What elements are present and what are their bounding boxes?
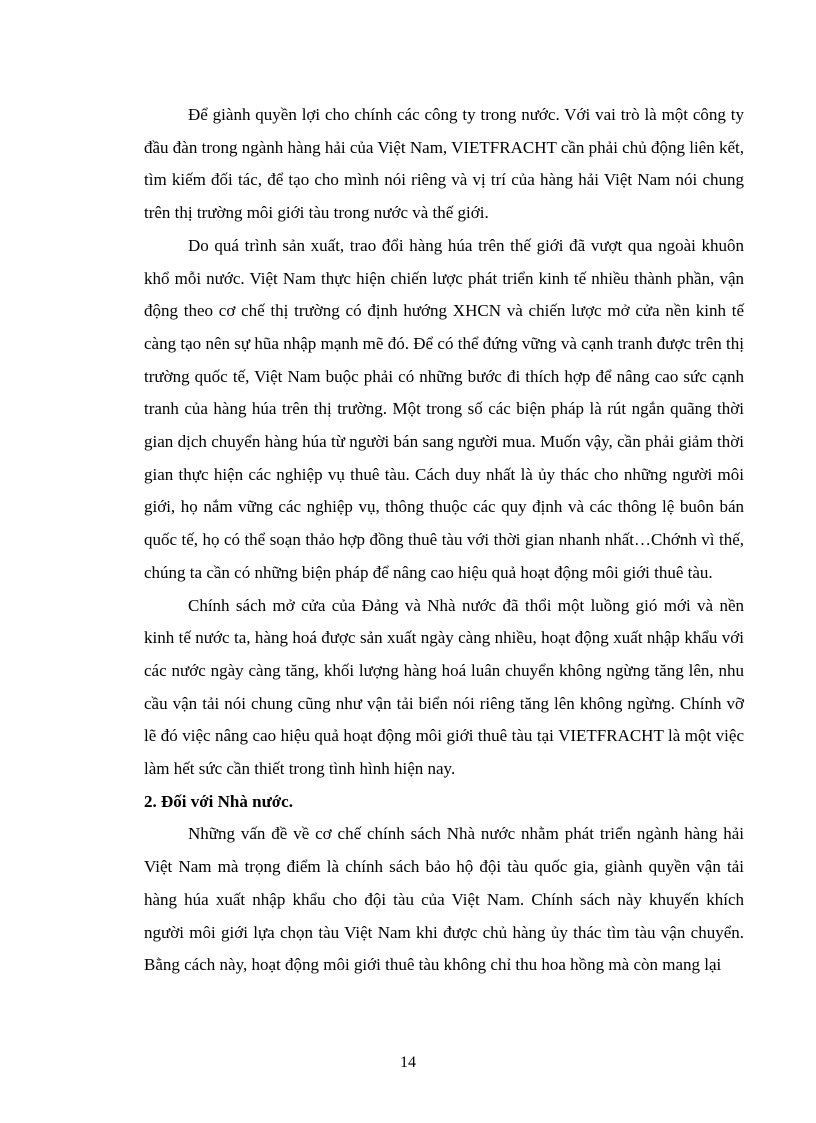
document-body [144, 99, 744, 982]
paragraph-2: Do quá trình sản xuất, trao đổi hàng húa trên thế giới đã vượt qua ngoài khuôn khổ mỗi nước. Việt Nam thực hiện chiến lược phát triển kinh tế nhiều thành phần, vận động theo cơ chế thị trường có định hướng XHCN và chiến lược mở cửa nền kinh tế càng tạo nên sự hũa nhập mạnh mẽ đó. Để có thể đứng vững và cạnh tranh được trên thị trường quốc tế, Việt Nam buộc phải có những bước đi thích hợp để nâng cao sức cạnh tranh của hàng húa trên thị trường. Một trong số các biện pháp là rút ngắn quãng thời gian dịch chuyển hàng húa từ người bán sang người mua. Muốn vậy, cần phải giảm thời gian thực hiện các nghiệp vụ thuê tàu. Cách duy nhất là ủy thác cho những người môi giới, họ nắm vững các nghiệp vụ, thông thuộc các quy định và các thông lệ buôn bán quốc tế, họ có thể soạn thảo hợp đồng thuê tàu với thời gian nhanh nhất…Chớnh vì thế, chúng ta cần có những biện pháp để nâng cao hiệu quả hoạt động môi giới thuê tàu. [144, 235, 744, 582]
paragraph-4: Những vấn đề về cơ chế chính sách Nhà nước nhằm phát triển ngành hàng hải Việt Nam mà trọng điểm là chính sách bảo hộ đội tàu quốc gia, giành quyền vận tải hàng húa xuất nhập khẩu cho đội tàu của Việt Nam. Chính sách này khuyến khích người môi giới lựa chọn tàu Việt Nam khi được chủ hàng ủy thác tìm tàu vận chuyển. Bằng cách này, hoạt động môi giới thuê tàu không chỉ thu hoa hồng mà còn mang lại [144, 824, 744, 975]
section-heading: 2. Đối với Nhà nước. [144, 791, 293, 811]
page-number: 14 [400, 1054, 416, 1071]
paragraph-1: Để giành quyền lợi cho chính các công ty trong nước. Với vai trò là một công ty đầu đàn trong ngành hàng hải của Việt Nam, VIETFRACHT cần phải chủ động liên kết, tìm kiếm đối tác, để tạo cho mình nói riêng và vị trí của hàng hải Việt Nam nói chung trên thị trường môi giới tàu trong nước và thế giới. [144, 105, 744, 223]
paragraph-3: Chính sách mở cửa của Đảng và Nhà nước đã thổi một luồng gió mới và nền kinh tế nước ta, hàng hoá được sản xuất ngày càng nhiều, hoạt động xuất nhập khẩu với các nước ngày càng tăng, khối lượng hàng hoá luân chuyển không ngừng tăng lên, nhu cầu vận tải nói chung cũng như vận tải biển nói riêng tăng lên không ngừng. Chính vỡ lẽ đó việc nâng cao hiệu quả hoạt động môi giới thuê tàu tại VIETFRACHT là một việc làm hết sức cần thiết trong tình hình hiện nay. [144, 595, 744, 779]
